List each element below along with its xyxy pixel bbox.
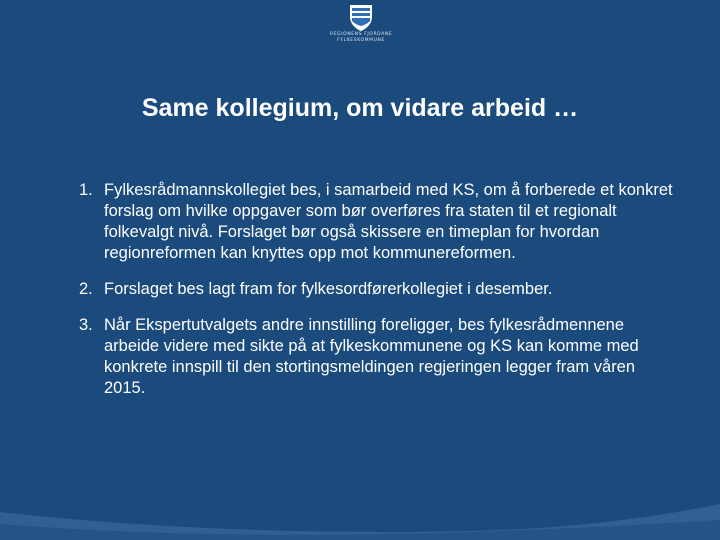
- list-item-number: 1.: [79, 181, 93, 199]
- slide-title: Same kollegium, om vidare arbeid …: [141, 94, 579, 122]
- logo-text-line-1: REGIONENS FJORDANE: [330, 32, 393, 37]
- list-item: [79, 180, 679, 264]
- list-item-text: Når Ekspertutvalgets andre innstilling foreligger, bes fylkesrådmennene arbeide videre med sikte på at fylkeskommunene og KS kan komme med konkrete innspill til den stortingsmeldingen regjeringen legger fram våren 2015.: [104, 316, 639, 397]
- list-item: [79, 279, 679, 300]
- list-item-number: 2.: [79, 280, 93, 298]
- list-item: [79, 315, 679, 399]
- list-item-text: Fylkesrådmannskollegiet bes, i samarbeid med KS, om å forberede et konkret forslag om hvilke oppgaver som bør overføres fra staten til et regionalt folkevalgt nivå. Forslaget bør også skissere en timeplan for hvordan regionreformen kan knyttes opp mot kommunereformen.: [104, 181, 673, 262]
- numbered-list: [79, 180, 679, 414]
- list-item-number: 3.: [79, 316, 93, 334]
- list-item-text: Forslaget bes lagt fram for fylkesordførerkollegiet i desember.: [104, 280, 553, 298]
- decorative-wave: [0, 492, 720, 540]
- logo-text-line-2: FYLKESKOMMUNE: [337, 38, 385, 43]
- logo: [330, 4, 392, 48]
- coat-of-arms-icon: [348, 4, 374, 32]
